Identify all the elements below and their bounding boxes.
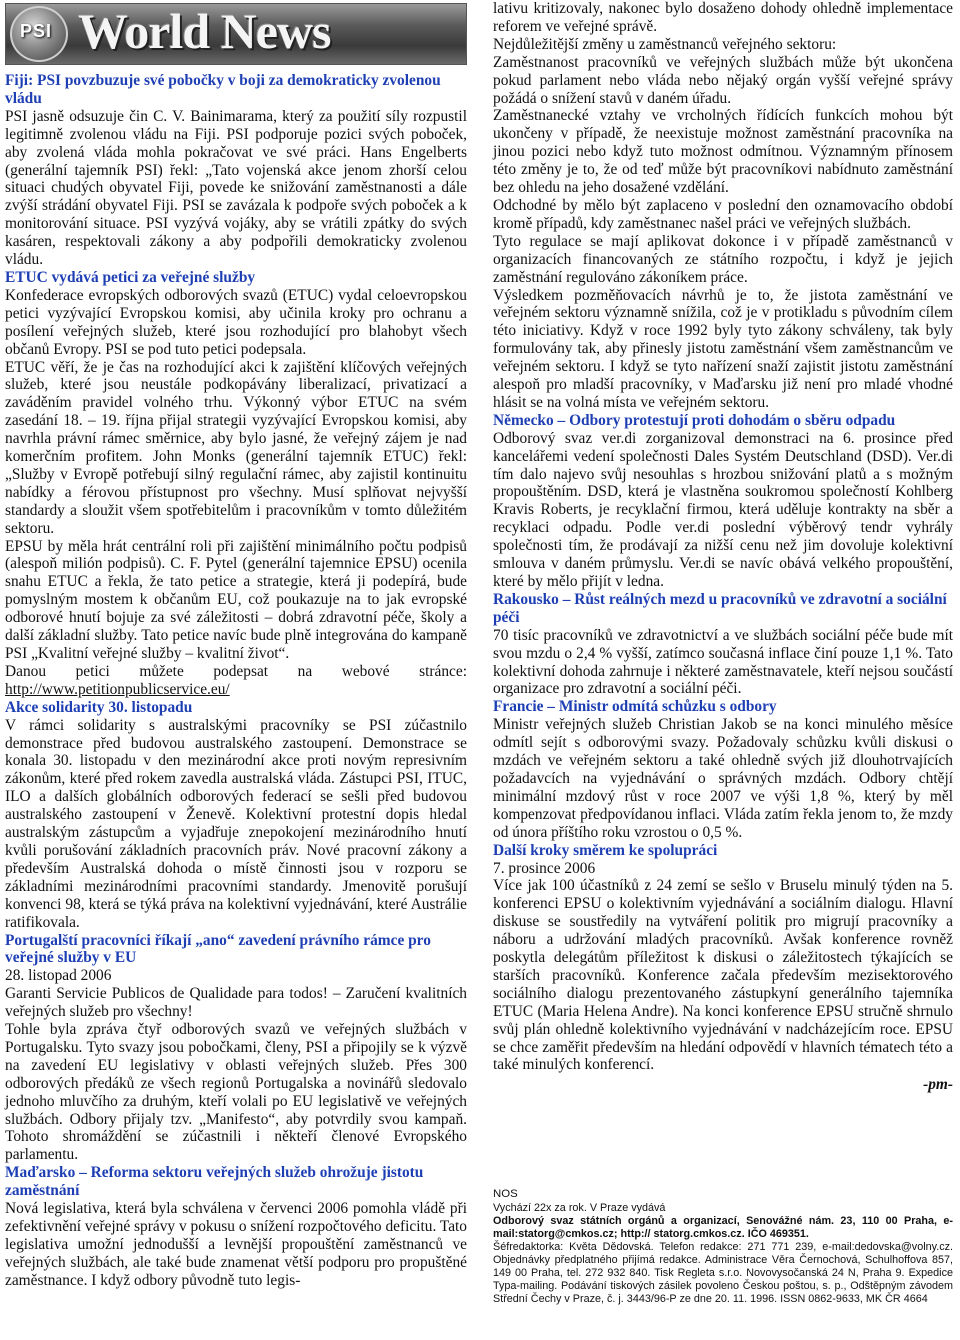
petition-link[interactable]: http://www.petitionpublicservice.eu/ [5,680,230,698]
paragraph: Odchodné by mělo být zaplaceno v poslední den oznamovacího období kromě případů, kdy zaměstnanec našel práci ve veřejných službách. [493,196,953,232]
banner-title: World News [78,3,331,59]
paragraph: Tyto regulace se mají aplikovat dokonce i v případě zaměstnanců v organizacích financovaných ze státního rozpočtu, i když je jejich zaměstnání regulováno zákoníkem práce. [493,232,953,286]
paragraph: Garanti Servicie Publicos de Qualidade para todos! – Zaručení kvalitních veřejných služeb pro všechny! [5,985,467,1021]
paragraph: Konfederace evropských odborových svazů (ETUC) vydal celoevropskou petici vyzývající Evropskou komisi, aby učinila kroky pro ochranu a posílení veřejných služeb, které jsou rozhodující pro blahobyt všech občanů Evropy. PSI se pod tuto petici podepsala. [5,286,467,358]
section-heading: Francie – Ministr odmítá schůzku s odbory [493,698,777,716]
section-heading: Německo – Odbory protestují proti dohodám o sběru odpadu [493,411,896,429]
paragraph: EPSU by měla hrát centrální roli při zajištění minimálního počtu podpisů (alespoň milión podpisů). C. F. Pytel (generální tajemnice EPSU) ocenila snahu ETUC a řekla, že tato petice a strategie, která ji podepírá, bude pomyslným mostem k občanům EU, což poukazuje na to jak evropské odborové hnutí bojuje za své záležitosti – dobrá zdravotní péče, školy a další základní služby. Tato petice navíc bude plně integrována do kampaně PSI „Kvalitní veřejné služby – kvalitní život“. [5,537,467,662]
paragraph: lativu kritizovaly, nakonec bylo dosaženo dohody ohledně implementace reforem ve veřejné správě. [493,0,953,35]
section-heading: Akce solidarity 30. listopadu [5,698,193,716]
paragraph: Nová legislativa, která byla schválena v červenci 2006 pomohla vládě při zefektivnění veřejné správy v pokusu o snížení rozpočtového deficitu. Tato legislativa umožní jednodušší a levnější propouštění zaměstnanců ve veřejných službách, ale také bude znamenat větší podporu pro propuštěné zaměstnance. I když odbory původně tuto legis- [5,1200,467,1289]
paragraph: Zaměstnanecké vztahy ve vrcholných řídících funkcích mohou být ukončeny v případě, že neexistuje možnost zaměstnání pracovníka na jinou pozici nebo když tuto možnost odmítnou. Významným přínosem této změny je to, že od teď může být pracovníkovi nabídnuto zaměstnání bez ohledu na jeho dosažené vzdělání. [493,107,953,197]
colophon-publisher: Vychází 22x za rok. V Praze vydává [493,1202,666,1214]
paragraph: Výsledkem pozměňovacích návrhů je to, že jistota zaměstnání ve veřejném sektoru významně snížila, což je v protikladu s původním cílem této iniciativy. Když v roce 1992 byly tyto zákony schváleny, tak byly formulovány tak, aby přinesly jistotu zaměstnání všem zaměstnancům ve veřejném sektoru. I když se tyto nařízení snaží zajistit jistotu zaměstnání alespoň pro mladší pracovníky, v Maďarsku již není pro mladé vhodné hlásit se na volná místa ve veřejném sektoru. [493,286,953,411]
section-heading: Maďarsko – Reforma sektoru veřejných služeb ohrožuje jistotu zaměstnání [5,1164,424,1200]
colophon-address: Odborový svaz státních orgánů a organizací, Senovážné nám. 23, 110 00 Praha, e-mail:statorg@cmkos.cz; http:// statorg.cmkos.cz. IČO 469351. [493,1215,953,1240]
psi-world-news-banner [5,3,467,65]
right-column [493,0,953,1305]
paragraph-text: Danou petici můžete podepsat na webové stránce: [5,662,467,680]
left-article-body [5,72,467,1290]
paragraph: PSI jasně odsuzuje čin C. V. Bainimarama, který za použití síly rozpustil legitimně zvolenou vládu na Fiji. PSI podporuje pozici svých poboček, aby zvolená vláda mohla pokračovat ve své práci. Hans Engelberts (generální tajemník PSI) řekl: „Tato vojenská akce jenom zhorší celou situaci chudých obyvatel Fiji, povede ke snižování zaměstnanosti a dále zvýší strádání obyvatel Fiji. PSI se zavázala k podpoře svých poboček a k monitorování situace. PSI vyzývá vojáky, aby se vrátili zpátky do svých kasáren, respektovali zákony a aby podpořili demokraticky zvolenou vládu. [5,107,467,269]
logo-text: PSI [20,21,53,41]
section-heading: Další kroky směrem ke spolupráci [493,841,718,859]
paragraph [5,663,467,699]
paragraph: Ministr veřejných služeb Christian Jakob se na konci minulého měsíce odmítl sejít s odborovými svazy. Požadovaly schůzku kvůli diskusi o mzdách ve veřejném sektoru a také ohledně svých již dlouhotrvajících požadavcích na vyjednávání o správných mzdách. Odbory chtějí minimální mzdový růst v roce 2007 ve výši 1,8 %, který by měl kompenzovat předpovídanou inflaci. Vláda zatím řekla jenom to, že mzdy od února příštího roku vzrostou o 0,5 %. [493,716,953,841]
paragraph: ETUC věří, že je čas na rozhodující akci k zajištění klíčových veřejných služeb, které jsou neustále podkopávány liberalizací, privatizací a zaváděním pravidel volného trhu. Výkonný výbor ETUC na svém zasedání 18. – 19. října přijal strategii vyzývající Evropskou komisi, aby navrhla právní rámec směrnice, aby bylo jasné, že veřejný zájem je nad komerčním profitem. John Monks (generální tajemník ETUC) řekl: „Služby v Evropě potřebují silný regulační rámec, aby zajistil kontinuitu nabídky a férovou přístupnost pro všechny. Musí splňovat nejvyšší standardy a sloužit všem spotřebitelům i pracovníkům v tomto důležitém sektoru. [5,358,467,537]
right-article-body [493,0,953,1074]
paragraph: Tohle byla zpráva čtyř odborových svazů ve veřejných službách v Portugalsku. Tyto svazy jsou pobočkami, členy, PSI a připojily se k výzvě na zavedení EU legislativy v oblasti veřejných služeb. Přes 300 odborových předáků ze všech regionů Portugalska a novinářů sledovalo jednoho mluvčího za druhým, kteří volali po EU legislativě ve veřejných službách. Odbory přijaly tzv. „Manifesto“, aby potvrdily svou kampaň. Tohoto shromáždění se zúčastnili i někteří členové Evropského parlamentu. [5,1021,467,1164]
section-heading: Portugalští pracovníci říkají „ano“ zavedení právního rámce pro veřejné služby v EU [5,931,431,967]
paragraph: Odborový svaz ver.di zorganizoval demonstraci na 6. prosince před kancelářemi vedení společnosti Dales Systém Deutschland (DSD). Ver.di tím dalo najevo svůj nesouhlas s hrozbou snižování platů a s možným propouštěním. DSD, která je vlastněna soukromou společností Kohlberg Kravis Roberts, je recyklační firmou, která uděluje kontrakty na sběr a recyklaci odpadu. Podle ver.di poslední výběrový tendr vyhrály společnosti tím, že prodávají za nižší cenu než jim dovoluje kolektivní smlouva v daném průmyslu. Ver.di se navíc obává velkého propouštění, které by mělo přijít v ledna. [493,429,953,590]
left-column [5,0,467,1290]
paragraph: Zaměstnanost pracovníků ve veřejných službách může být ukončena pokud parlament nebo vláda nebo nějaký orgán vyšší veřejné správy požádá o snížení stavů v daném úřadu. [493,53,953,107]
paragraph: Nejdůležitější změny u zaměstnanců veřejného sektoru: [493,35,837,53]
colophon-details: Šéfredaktorka: Květa Dědovská. Telefon redakce: 271 771 239, e-mail:dedovska@volny.cz. Objednávky předplatného přijímá redakce. Administrace Věra Černochová, Schulhoffova 857, 149 00 Praha, tel. 272 932 840. Tisk Regleta s.r.o. Novovysočanská 24 N, Praha 9. Expedice Typa-mailing. Podávání tiskových zásilek povoleno Českou poštou, s. p., Odštěpným závodem Střední Čechy v Praze, č. j. 3443/96-P ze dne 20. 11. 1996. ISSN 0862-9633, MK ČR 4664 [493,1241,953,1305]
paragraph: 28. listopad 2006 [5,967,112,985]
colophon [493,1188,953,1306]
paragraph: Více jak 100 účastníků z 24 zemí se sešlo v Bruselu minulý týden na 5. konferenci EPSU o kolektivním vyjednávání a sociálním dialogu. Hlavní diskuse se soustředily na vytváření politik pro migrují pracovníky a náboru a udržování mladých pracovníků. Avšak konference rovněž poskytla delegátům příležitost k diskusi o záležitostech týkajících se starších pracovníků. Konference začala především mezisektorového sociálního dialogu prezentovaného zástupkyní generálního tajemníka ETUC (Maria Helena Andre). Na konci konference EPSU stručně shrnulo svůj plán ohledně kolektivního vyjednávání v nadcházejícím roce. EPSU se chce zaměřit především na hledání odpovědí v hlavních tématech této a také minulých konferencí. [493,877,953,1074]
author-signature: -pm- [923,1076,953,1094]
paragraph: 7. prosince 2006 [493,859,596,877]
paragraph: V rámci solidarity s australskými pracovníky se PSI zúčastnilo demonstrace před budovou australského zastoupení. Demonstrace se konala 30. listopadu v den mezinárodní akce proti novým represivním zákonům, které před rokem zavedla australská vláda. Zástupci PSI, ITUC, ILO a dalších globálních odborových federací se sešli před budovou australského zastoupení v Ženevě. Kolektivní protestní dopis hledal australským zástupcům a vyjadřuje znepokojení mezinárodního hnutí kvůli porušování základních pracovních práv. Nové pracovní zákony a především Australská dohoda o místě činnosti jsou v rozporu se základními mezinárodními pracovními standardy. Jmenovitě porušují konvenci 98, která se týká práva na kolektivní vyjednávání, které Austrálie ratifikovala. [5,716,467,931]
section-heading: Fiji: PSI povzbuzuje své pobočky v boji za demokraticky zvolenou vládu [5,72,441,107]
paragraph: 70 tisíc pracovníků ve zdravotnictví a ve službách sociální péče bude mít svou mzdu o 2,4 % vyšší, zatímco současná inflace činí pouze 1,1 %. Tato kolektivní dohoda zahrnuje i některé zaměstnavatele, kteří nejsou součástí organizace pro zdravotní a sociální péči. [493,626,953,698]
section-heading: ETUC vydává petici za veřejné služby [5,268,256,286]
colophon-title: NOS [493,1188,518,1200]
section-heading: Rakousko – Růst reálných mezd u pracovníků ve zdravotní a sociální péči [493,590,947,626]
